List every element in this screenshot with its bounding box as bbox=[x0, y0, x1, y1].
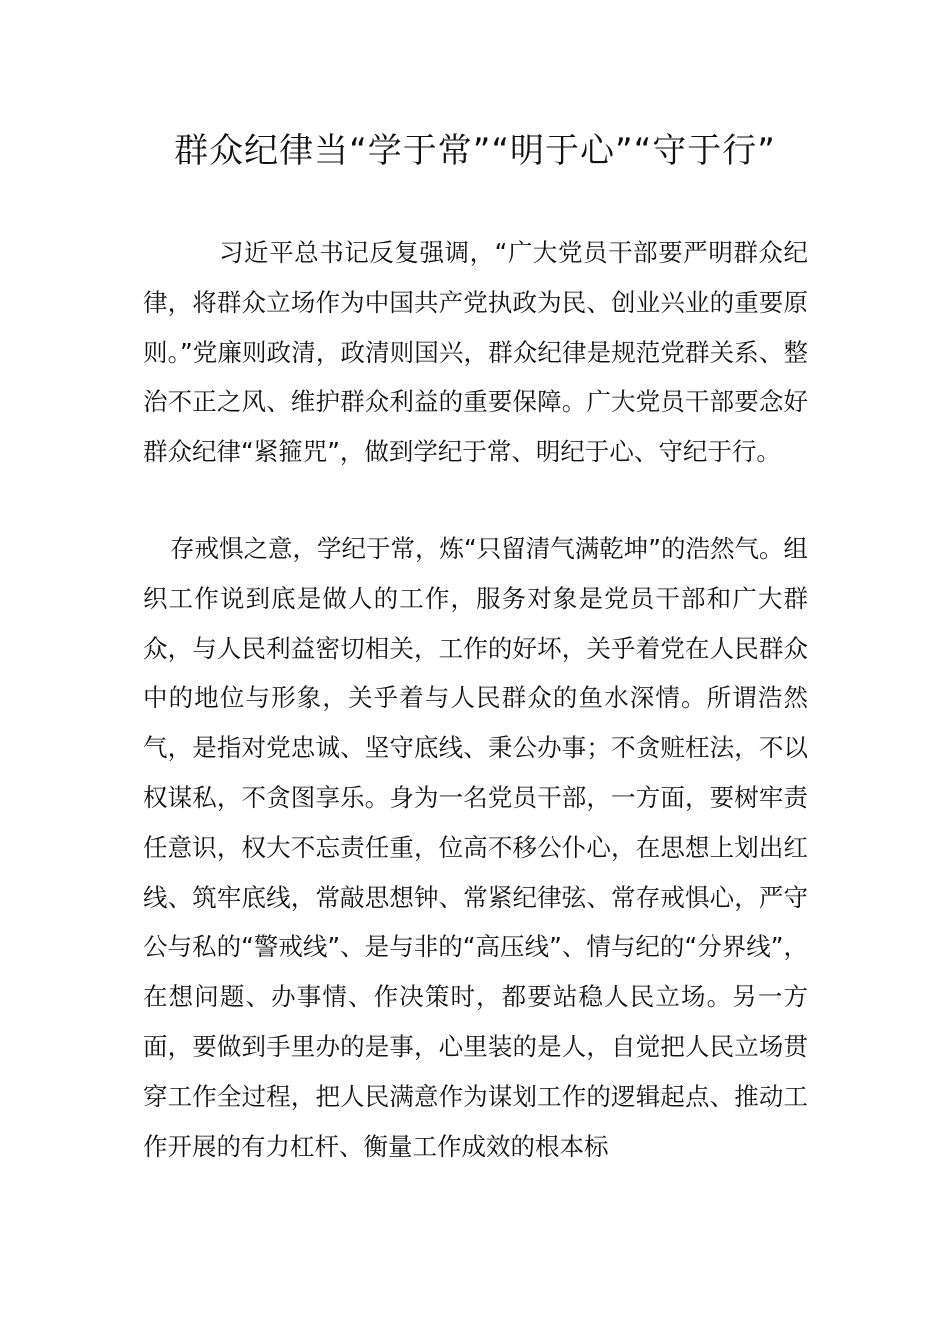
paragraph-intro: 习近平总书记反复强调，“广大党员干部要严明群众纪律，将群众立场作为中国共产党执政为民、创业兴业的重要原则。”党廉则政清，政清则国兴，群众纪律是规范党群关系、整治不正之风、维护群众利益的重要保障。广大党员干部要念好群众纪律“紧箍咒”，做到学纪于常、明纪于心、守纪于行。 bbox=[143, 238, 808, 467]
document-title: 群众纪律当“学于常”“明于心”“守于行” bbox=[174, 131, 776, 171]
paragraph-learn-discipline: 存戒惧之意，学纪于常，炼“只留清气满乾坤”的浩然气。组织工作说到底是做人的工作，服务对象是党员干部和广大群众，与人民利益密切相关，工作的好坏，关乎着党在人民群众中的地位与形象，关乎着与人民群众的鱼水深情。所谓浩然气，是指对党忠诚、坚守底线、秉公办事；不贪赃枉法，不以权谋私，不贪图享乐。身为一名党员干部，一方面，要树牢责任意识，权大不忘责任重，位高不移公仆心，在思想上划出红线、筑牢底线，常敲思想钟、常紧纪律弦、常存戒惧心，严守公与私的“警戒线”、是与非的“高压线”、情与纪的“分界线”，在想问题、办事情、作决策时，都要站稳人民立场。另一方面，要做到手里办的是事，心里装的是人，自觉把人民立场贯穿工作全过程，把人民满意作为谋划工作的逻辑起点、推动工作开展的有力杠杆、衡量工作成效的根本标 bbox=[143, 534, 808, 1161]
